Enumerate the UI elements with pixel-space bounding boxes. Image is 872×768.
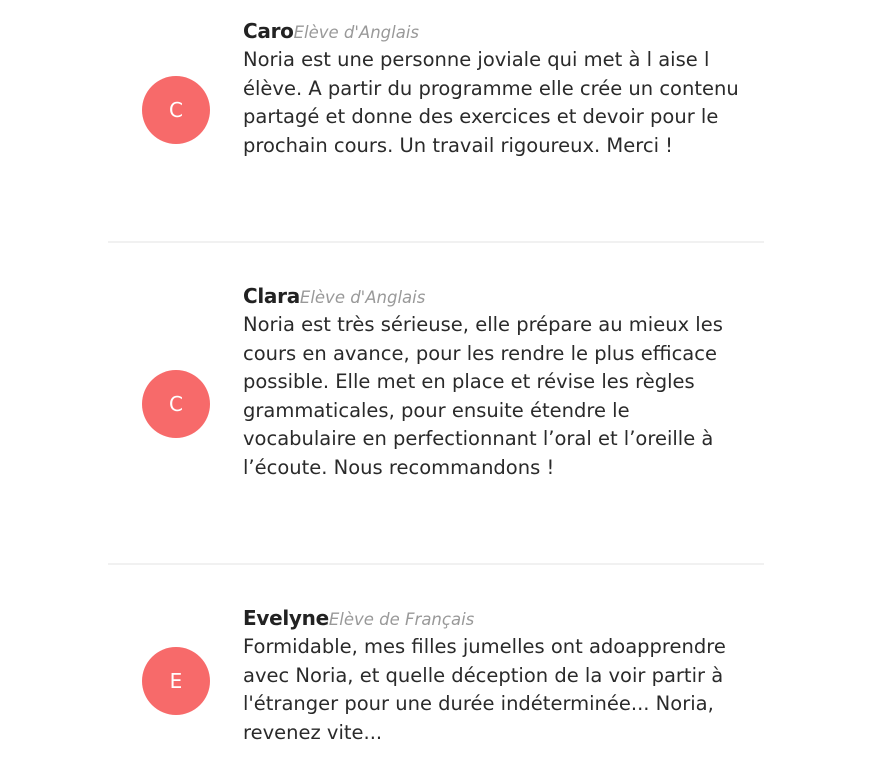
review-item bbox=[0, 565, 872, 768]
review-role: Elève d'Anglais bbox=[293, 23, 420, 42]
review-body bbox=[243, 16, 743, 160]
review-header bbox=[243, 16, 743, 46]
review-body bbox=[243, 281, 743, 483]
review-text: Formidable, mes filles jumelles ont adoapprendre avec Noria, et quelle déception de la voir partir à l'étranger pour une durée indéterminée... Noria, revenez vite... bbox=[243, 635, 726, 744]
review-role: Elève de Français bbox=[328, 610, 475, 629]
review-header bbox=[243, 603, 743, 633]
avatar: C bbox=[142, 76, 210, 144]
review-author: Caro bbox=[243, 19, 294, 43]
review-body bbox=[243, 603, 743, 747]
review-author: Clara bbox=[243, 284, 300, 308]
review-text: Noria est une personne joviale qui met à l aise l élève. A partir du programme elle crée un contenu partagé et donne des exercices et devoir pour le prochain cours. Un travail rigoureux. Merci ! bbox=[243, 48, 739, 157]
review-header bbox=[243, 281, 743, 311]
review-text: Noria est très sérieuse, elle prépare au mieux les cours en avance, pour les rendre le plus efficace possible. Elle met en place et révise les règles grammaticales, pour ensuite étendre le vocabulaire en perfectionnant l’oral et l’oreille à l’écoute. Nous recommandons ! bbox=[243, 313, 723, 479]
review-role: Elève d'Anglais bbox=[299, 288, 426, 307]
review-item bbox=[0, 243, 872, 564]
review-author: Evelyne bbox=[243, 606, 329, 630]
avatar: E bbox=[142, 647, 210, 715]
avatar: C bbox=[142, 370, 210, 438]
review-item bbox=[0, 0, 872, 242]
